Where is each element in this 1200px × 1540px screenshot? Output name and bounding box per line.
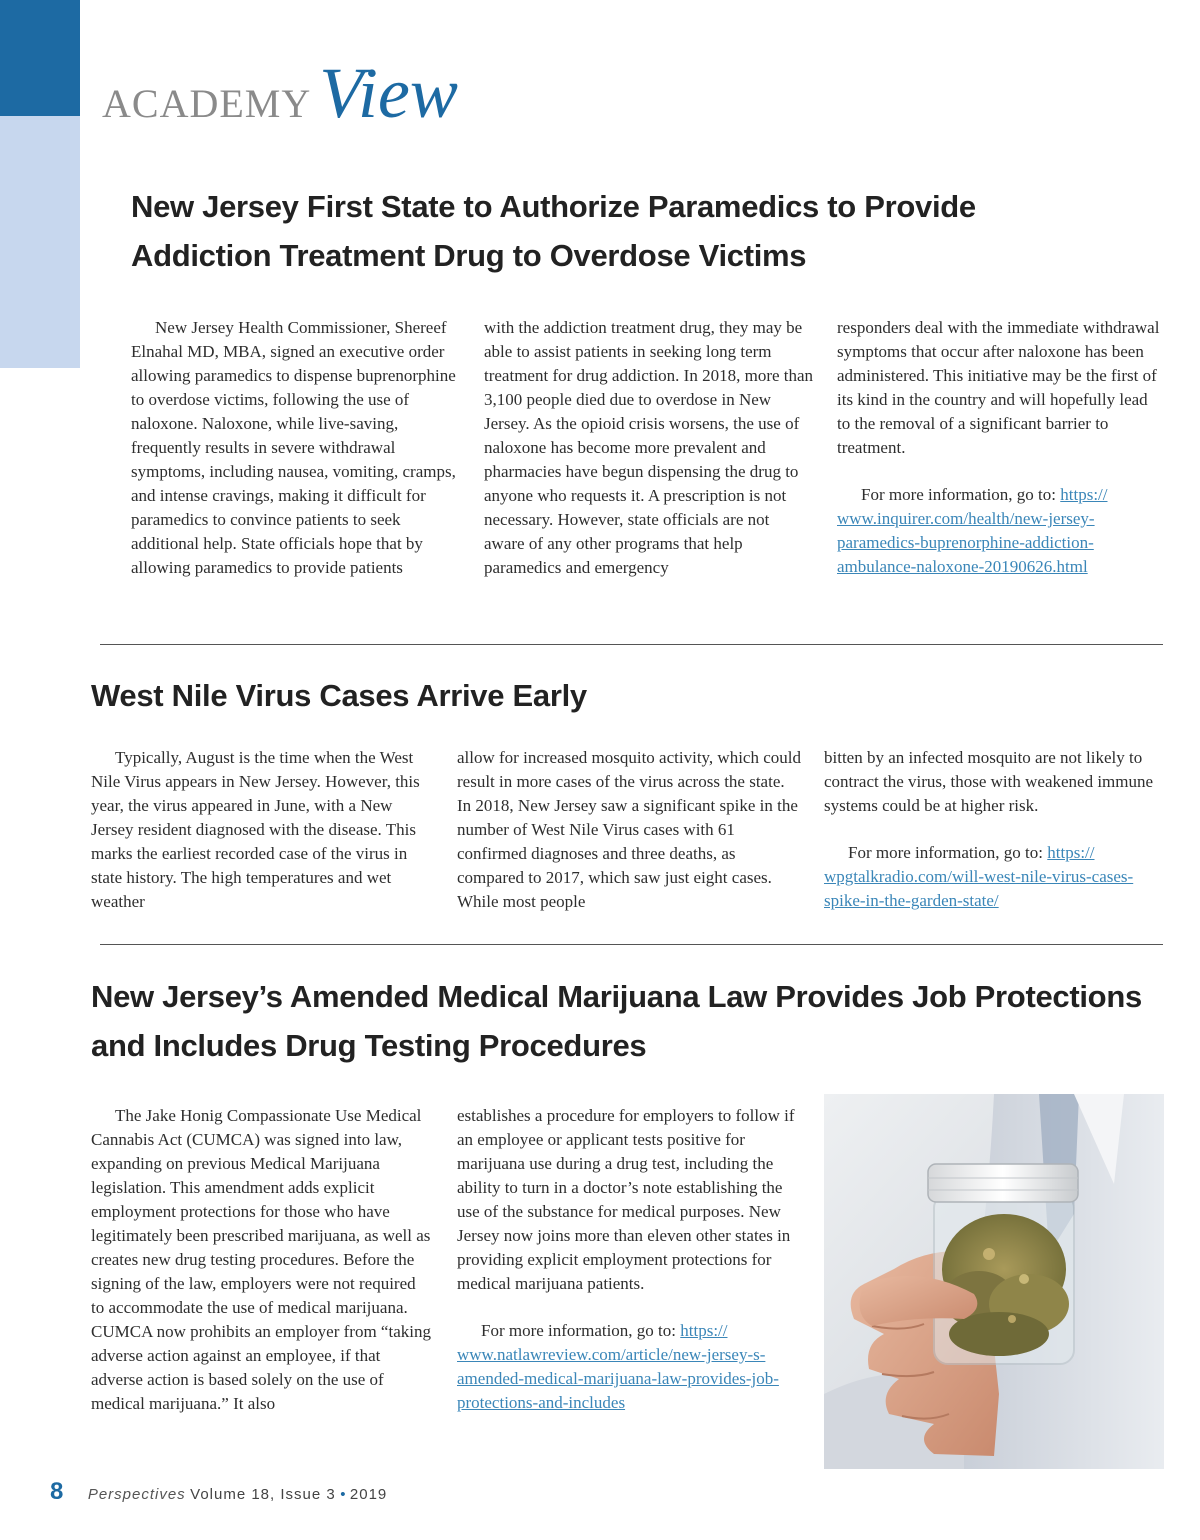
section-divider	[100, 644, 1163, 645]
article1-column1	[131, 316, 461, 580]
more-info-label: For more information, go to:	[848, 843, 1044, 862]
article2-paragraph: Typically, August is the time when the West Nile Virus appears in New Jersey. However, this year, the virus appeared in June, with a New Jersey resident diagnosed with the disease. This marks the earliest recorded case of the virus in state history. The high temperatures and wet weather	[91, 748, 420, 911]
article1-title-line2: Addiction Treatment Drug to Overdose Victims	[131, 238, 807, 273]
issue-volume: Volume 18, Issue 3	[190, 1486, 336, 1503]
article1-source-link[interactable]: https:// www.inquirer.com/health/new-jersey-paramedics-buprenorphine-addiction-ambulance-naloxone-20190626.html	[837, 485, 1108, 576]
more-info-label: For more information, go to:	[861, 485, 1057, 504]
article1-paragraph: New Jersey Health Commissioner, Shereef Elnahal MD, MBA, signed an executive order allowing paramedics to dispense buprenorphine to overdose victims, following the use of naloxone. Naloxone, while live-saving, frequently results in severe withdrawal symptoms, including nausea, vomiting, cramps, and intense cravings, making it difficult for paramedics to convince patients to seek additional help. State officials hope that by allowing paramedics to provide patients	[131, 318, 456, 577]
article1-paragraph: responders deal with the immediate withdrawal symptoms that occur after naloxone has been administered. This initiative may be the first of its kind in the country and will hopefully lead to the removal of a significant barrier to treatment.	[837, 318, 1160, 457]
masthead-view: View	[319, 53, 458, 133]
article3-more-info	[457, 1319, 797, 1415]
more-info-label: For more information, go to:	[481, 1321, 677, 1340]
article3-source-link[interactable]: https:// www.natlawreview.com/article/new-jersey-s-amended-medical-marijuana-law-provides-job-protections-and-includes	[457, 1321, 779, 1412]
article3-paragraph: The Jake Honig Compassionate Use Medical Cannabis Act (CUMCA) was signed into law, expanding on previous Medical Marijuana legislation. This amendment adds explicit employment protections for those who have legitimately been prescribed marijuana, as well as creates new drug testing procedures. Before the signing of the law, employers were not required to accommodate the use of medical marijuana. CUMCA now prohibits an employer from “taking adverse action against an employee, if that adverse action is based solely on the use of medical marijuana.” It also	[91, 1106, 431, 1413]
cannabis-jar-photo	[824, 1094, 1164, 1469]
article3-column1	[91, 1104, 431, 1416]
section-divider	[100, 944, 1163, 945]
section-masthead	[102, 52, 458, 132]
article2-column3	[824, 746, 1169, 913]
article1-column2	[484, 316, 814, 580]
article2-title: West Nile Virus Cases Arrive Early	[91, 678, 587, 713]
masthead-academy: ACADEMY	[102, 81, 312, 126]
article2-column1	[91, 746, 431, 914]
footer-separator: •	[340, 1486, 346, 1503]
article2-source-link[interactable]: https:// wpgtalkradio.com/will-west-nile-virus-cases-spike-in-the-garden-state/	[824, 843, 1134, 910]
article1-column3	[837, 316, 1162, 579]
article3-paragraph: establishes a procedure for employers to follow if an employee or applicant tests positive for marijuana use during a drug test, including the ability to turn in a doctor’s note establishing the use of the substance for medical purposes. New Jersey now joins more than eleven other states in providing explicit employment protections for medical marijuana patients.	[457, 1106, 795, 1293]
article3-title-line1: New Jersey’s Amended Medical Marijuana Law Provides Job Protections	[91, 979, 1142, 1014]
article2-paragraph: allow for increased mosquito activity, which could result in more cases of the virus across the state. In 2018, New Jersey saw a significant spike in the number of West Nile Virus cases with 61 confirmed diagnoses and three deaths, as compared to 2017, which saw just eight cases. While most people	[457, 748, 802, 911]
article3-title-line2: and Includes Drug Testing Procedures	[91, 1028, 647, 1063]
article1-title	[131, 182, 1131, 280]
page-number: 8	[50, 1478, 64, 1505]
article3-title	[91, 972, 1171, 1070]
sidebar-accent-dark	[0, 0, 80, 116]
issue-year: 2019	[349, 1486, 388, 1503]
article1-title-line1: New Jersey First State to Authorize Paramedics to Provide	[131, 189, 976, 224]
publication-name: Perspectives	[87, 1486, 186, 1503]
article2-more-info	[824, 841, 1169, 913]
article3-column2	[457, 1104, 797, 1415]
article1-more-info	[837, 483, 1162, 579]
article2-paragraph: bitten by an infected mosquito are not likely to contract the virus, those with weakened immune systems could be at higher risk.	[824, 748, 1154, 815]
sidebar-accent-light	[0, 116, 80, 368]
article2-column2	[457, 746, 802, 914]
article1-paragraph: with the addiction treatment drug, they may be able to assist patients in seeking long term treatment for drug addiction. In 2018, more than 3,100 people died due to overdose in New Jersey. As the opioid crisis worsens, the use of naloxone has become more prevalent and pharmacies have begun dispensing the drug to anyone who requests it. A prescription is not necessary. However, state officials are not aware of any other programs that help paramedics and emergency	[484, 318, 814, 577]
page-footer	[50, 1478, 387, 1506]
